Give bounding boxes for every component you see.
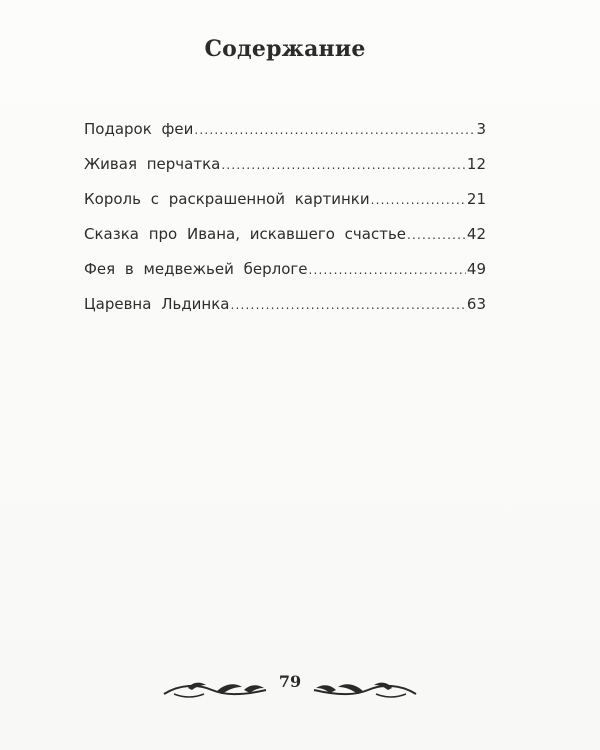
toc-entry-page: 21 [466,190,486,208]
dot-leader [221,158,466,172]
dot-leader [371,193,466,207]
page-footer [160,672,420,706]
dot-leader [309,263,466,277]
toc-entry [84,295,486,330]
flourish-ornament-left-icon [160,678,270,702]
dot-leader [407,228,466,242]
toc-entry-title: Подарок феи [84,120,194,138]
toc-entry-page: 12 [466,155,486,173]
dot-leader [231,298,466,312]
page-number: 79 [278,672,302,691]
toc-entry-title: Фея в медвежьей берлоге [84,260,308,278]
toc-entry-title: Король с раскрашенной картинки [84,190,370,208]
toc-entry-page: 63 [466,295,486,313]
toc-entry [84,225,486,260]
toc-entry-title: Живая перчатка [84,155,221,173]
toc-entry-page: 42 [466,225,486,243]
toc-entry [84,190,486,225]
toc-entry-title: Царевна Льдинка [84,295,230,313]
flourish-ornament-right-icon [310,678,420,702]
table-of-contents [84,120,486,330]
page-title: Содержание [204,36,366,62]
toc-entry-title: Сказка про Ивана, искавшего счастье [84,225,407,243]
toc-entry [84,120,486,155]
toc-entry-page: 49 [466,260,486,278]
dot-leader [194,123,475,137]
toc-entry [84,260,486,295]
toc-entry-page: 3 [476,120,486,138]
toc-entry [84,155,486,190]
